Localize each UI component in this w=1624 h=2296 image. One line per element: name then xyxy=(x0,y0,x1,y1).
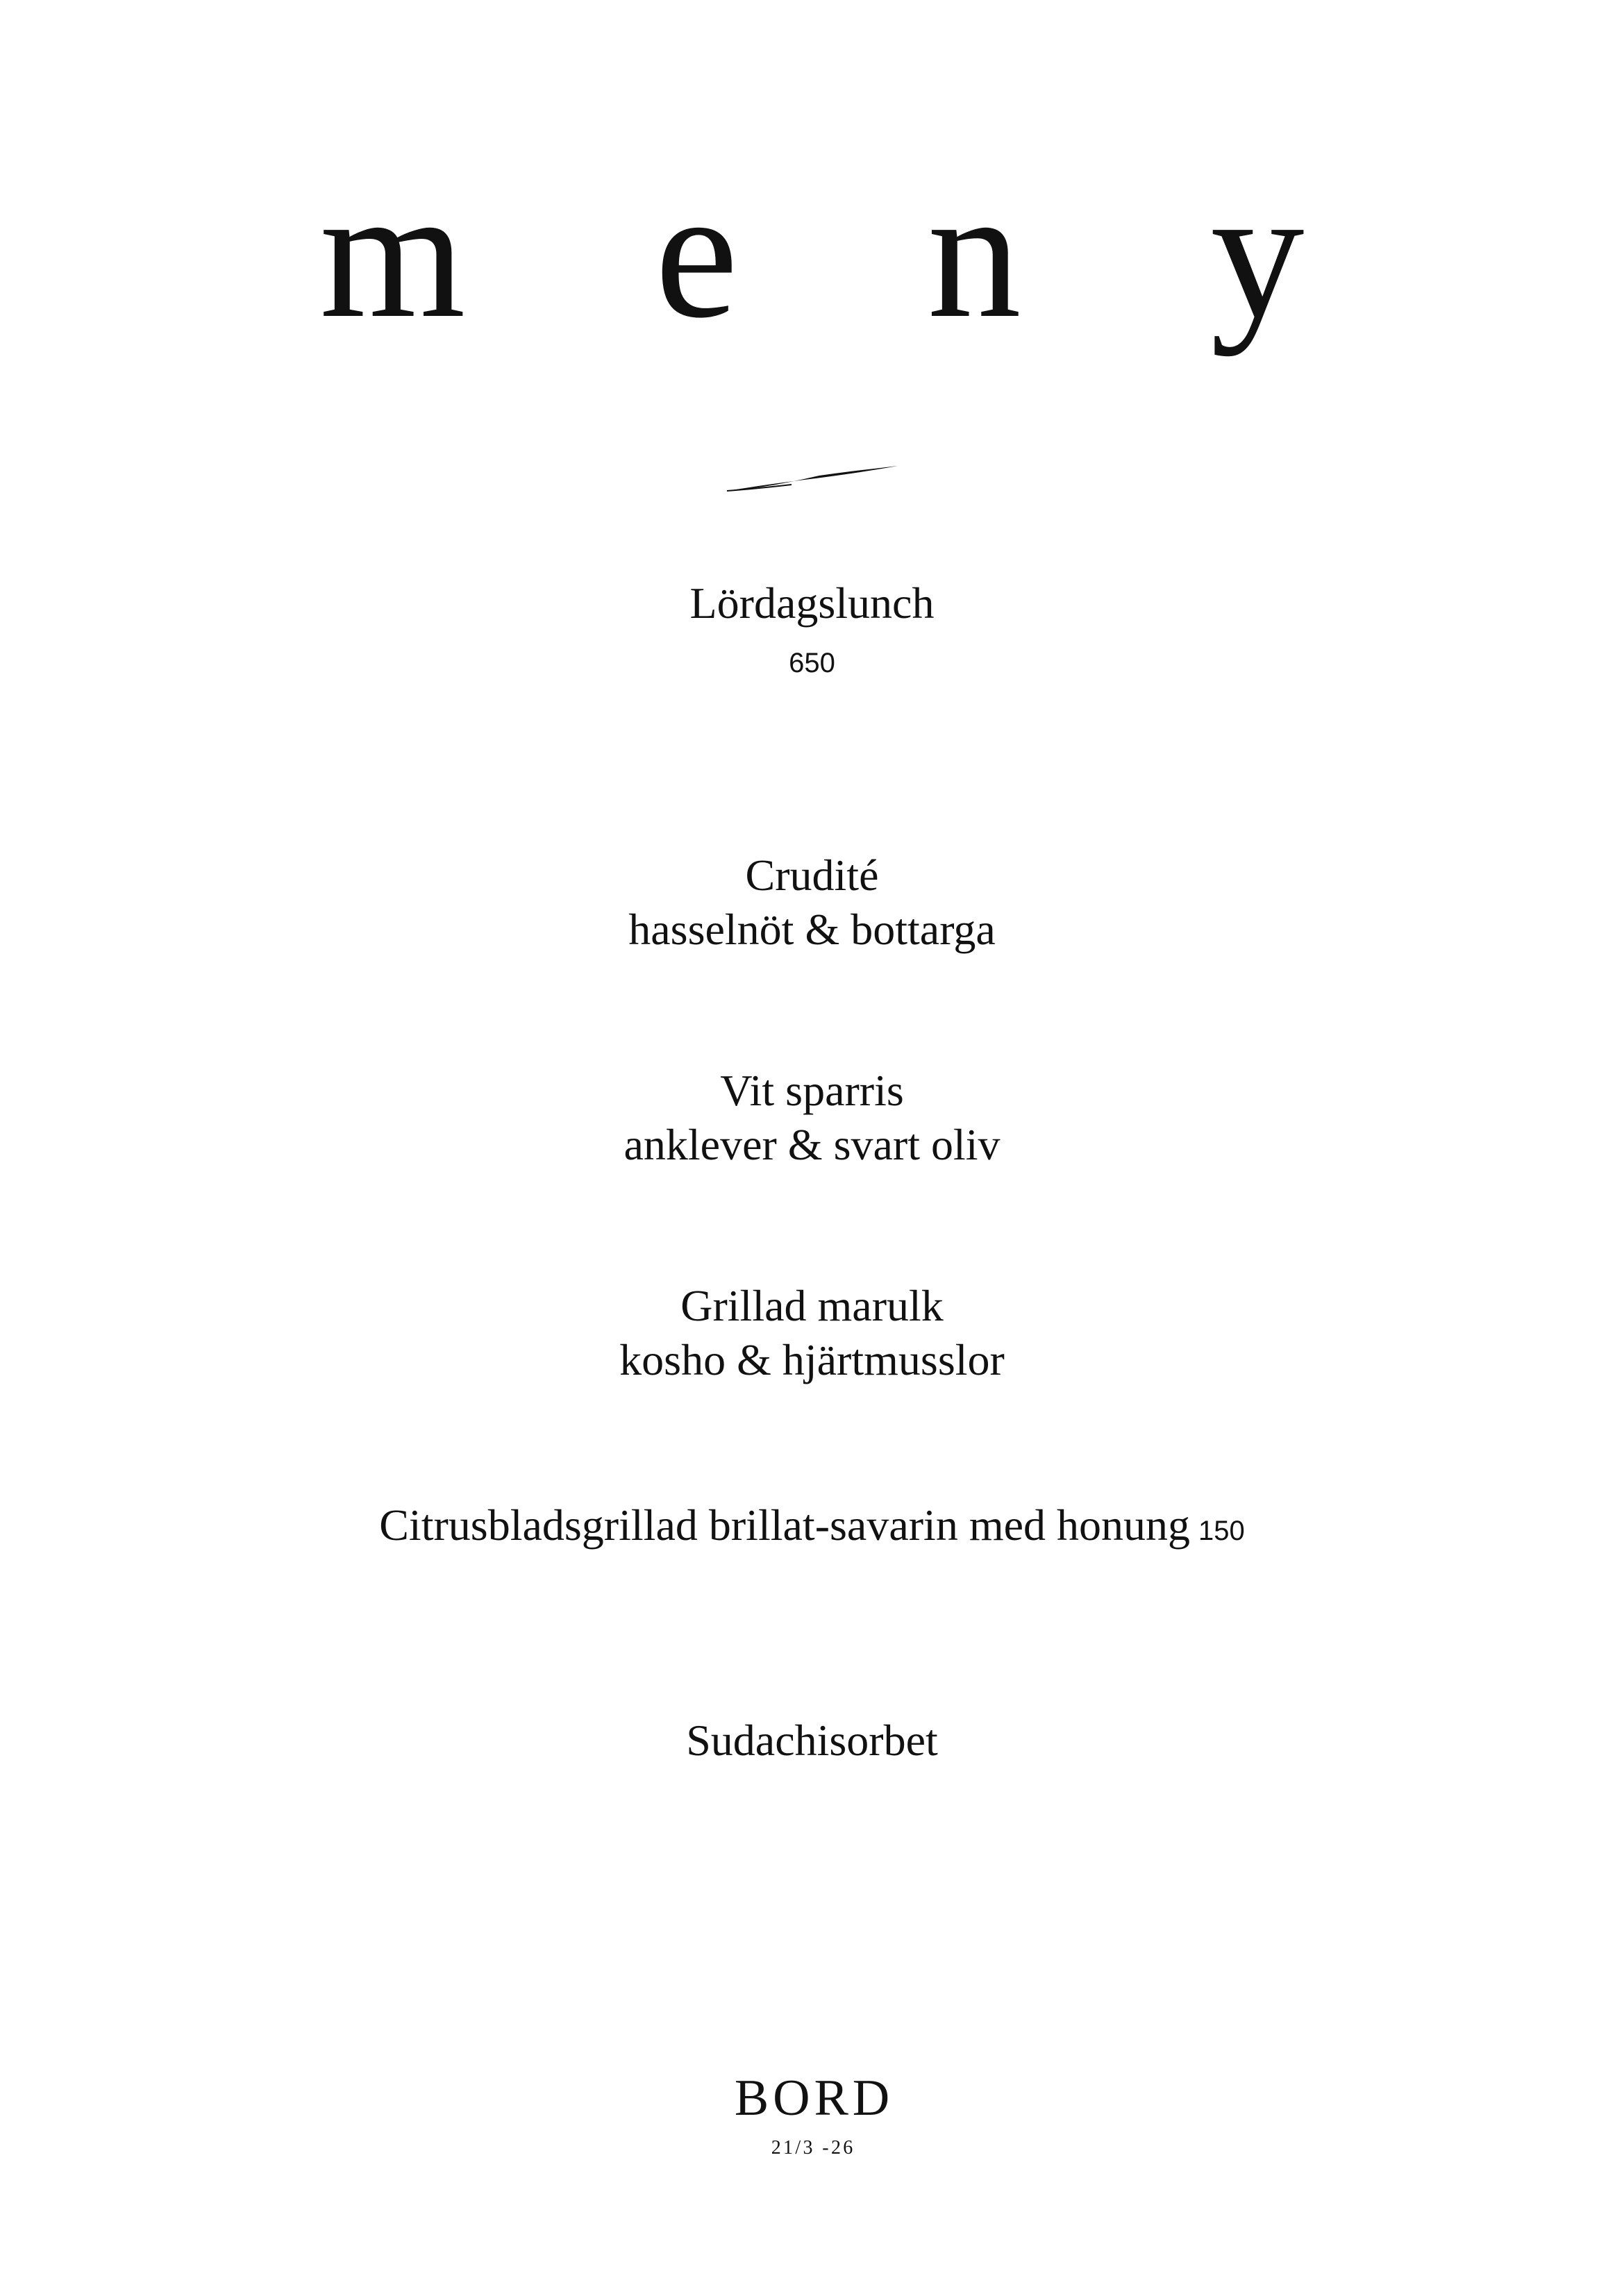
menu-date: 21/3 -26 xyxy=(771,2137,855,2159)
section-title: Lördagslunch xyxy=(689,578,935,628)
course-item xyxy=(0,848,1624,957)
course-item xyxy=(0,1713,1624,1768)
course-item xyxy=(0,1064,1624,1172)
course-name: Sudachisorbet xyxy=(686,1716,938,1765)
brush-stroke-icon xyxy=(726,462,899,496)
course-item xyxy=(0,1498,1624,1558)
course-name: Grillad marulk xyxy=(680,1281,944,1330)
course-name: Citrusbladsgrillad brillat-savarin med honung xyxy=(379,1500,1191,1550)
course-detail: hasselnöt & bottarga xyxy=(628,905,996,954)
course-detail: kosho & hjärtmusslor xyxy=(619,1335,1005,1384)
menu-title: m e n y xyxy=(319,149,1376,357)
brand-name: BORD xyxy=(734,2070,894,2127)
course-name: Crudité xyxy=(745,850,879,900)
section-price: 650 xyxy=(789,648,835,678)
course-name: Vit sparris xyxy=(720,1066,904,1115)
course-extra-price: 150 xyxy=(1198,1516,1245,1546)
course-item xyxy=(0,1279,1624,1387)
course-detail: anklever & svart oliv xyxy=(623,1120,1001,1169)
